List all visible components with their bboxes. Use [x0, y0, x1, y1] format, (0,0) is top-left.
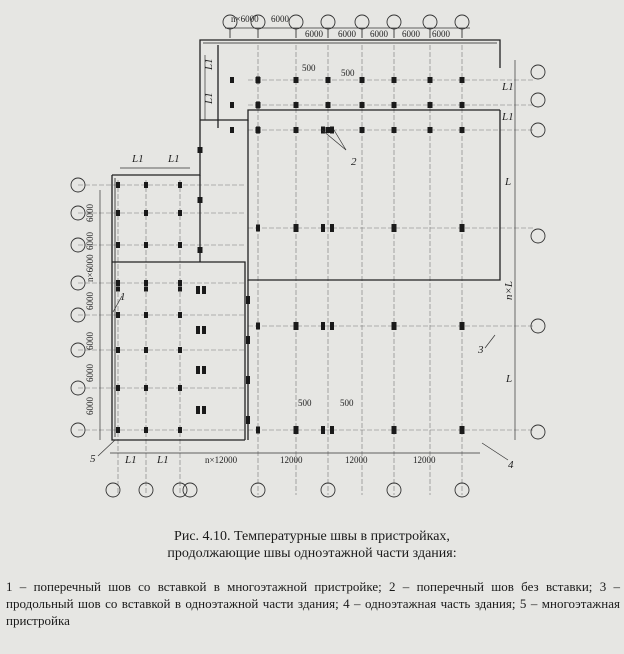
top-dim-label: 6000: [432, 29, 450, 39]
column: [246, 336, 250, 344]
callout-3: 3: [478, 344, 484, 356]
bottom-dim-label: 12000: [413, 455, 436, 465]
axis-marker-top: [355, 15, 369, 29]
column: [196, 326, 200, 334]
right-dim-label: L1: [502, 111, 514, 123]
column: [321, 224, 325, 232]
column: [392, 426, 397, 434]
left-dim-label: 6000: [85, 397, 95, 415]
column: [178, 347, 182, 353]
insert-dim-label: 500: [302, 63, 316, 73]
callout-leader: [334, 130, 346, 150]
bottom-dim-label: L1: [125, 454, 137, 466]
column: [246, 376, 250, 384]
column: [392, 322, 397, 330]
column: [428, 127, 433, 133]
column: [330, 426, 334, 434]
column: [198, 247, 203, 253]
column: [392, 77, 397, 83]
column: [196, 286, 200, 294]
callout-1: 1: [120, 291, 126, 303]
right-dim-label: n×L: [503, 280, 515, 300]
bottom-dim-label: 12000: [280, 455, 303, 465]
column: [178, 210, 182, 216]
caption-title-line-1: Рис. 4.10. Температурные швы в пристройках,: [174, 529, 450, 544]
right-dim-label: L1: [502, 81, 514, 93]
callout-leader: [482, 443, 508, 460]
axis-markers: [71, 15, 545, 497]
column: [116, 347, 120, 353]
column: [294, 322, 299, 330]
callout-2: 2: [351, 156, 357, 168]
axis-marker-top: [455, 15, 469, 29]
column: [198, 147, 203, 153]
column: [256, 225, 260, 232]
column: [294, 224, 299, 232]
top-dim-label: 6000: [338, 29, 356, 39]
column: [144, 347, 148, 353]
column: [360, 127, 365, 133]
column: [116, 280, 120, 286]
axis-marker-right: [531, 123, 545, 137]
insert-dim-label: 500: [298, 398, 312, 408]
column: [202, 326, 206, 334]
axis-marker-right: [531, 229, 545, 243]
column: [294, 127, 299, 133]
column: [116, 182, 120, 188]
column: [256, 77, 260, 84]
column: [460, 127, 465, 133]
column: [116, 427, 120, 433]
top-dim-label: n×6000: [231, 14, 259, 24]
column: [196, 406, 200, 414]
column: [330, 224, 334, 232]
axis-marker-top: [321, 15, 335, 29]
building-outline: [112, 40, 500, 440]
insert-dim-label: 500: [341, 68, 355, 78]
column: [326, 127, 331, 133]
column: [294, 426, 299, 434]
column: [246, 296, 250, 304]
column: [256, 427, 260, 434]
column: [198, 197, 203, 203]
column: [178, 427, 182, 433]
insert-dim-label: 500: [340, 398, 354, 408]
bottom-dim-label: n×12000: [205, 455, 238, 465]
axis-marker-right: [531, 319, 545, 333]
left-dim-label: n×6000: [85, 254, 95, 282]
wing-top-dim-label: L1: [168, 153, 180, 165]
column: [230, 127, 234, 133]
left-dim-label: 6000: [85, 292, 95, 310]
column: [330, 322, 334, 330]
axis-marker-top: [423, 15, 437, 29]
column: [116, 210, 120, 216]
column: [294, 102, 299, 108]
column: [144, 280, 148, 286]
column: [246, 416, 250, 424]
caption-title-line-2: продолжающие швы одноэтажной части здания:: [167, 546, 457, 561]
column: [360, 77, 365, 83]
callout-4: 4: [508, 459, 514, 471]
top-dim-label: 6000: [271, 14, 289, 24]
column: [326, 102, 331, 108]
column: [196, 366, 200, 374]
column: [330, 127, 334, 134]
right-dim-label: L: [506, 373, 513, 385]
left-dim-label: 6000: [85, 204, 95, 222]
column: [144, 312, 148, 318]
wing-top-dim-label: L1: [132, 153, 144, 165]
column: [256, 102, 260, 109]
column: [178, 385, 182, 391]
figure-legend: 1 – поперечный шов со вставкой в многоэтажной пристройке; 2 – поперечный шов без вставки; 3 – продольный шов со вставкой в одноэтажной части здания; 4 – одноэтажная часть здания; 5 – многоэтажная пристройка: [6, 579, 620, 628]
column: [144, 182, 148, 188]
column: [178, 242, 182, 248]
column: [360, 102, 365, 108]
column: [202, 406, 206, 414]
column: [321, 322, 325, 330]
bottom-dim-label: L1: [157, 454, 169, 466]
column: [460, 322, 465, 330]
dimension-lines: [98, 28, 515, 460]
column: [460, 224, 465, 232]
column: [326, 77, 331, 83]
column: [178, 287, 182, 292]
column: [392, 102, 397, 108]
left-top-dim-label: L1: [203, 92, 215, 104]
bottom-dim-label: 12000: [345, 455, 368, 465]
left-dim-label: 6000: [85, 364, 95, 382]
column: [428, 102, 433, 108]
column: [116, 242, 120, 248]
column: [392, 224, 397, 232]
column: [144, 287, 148, 292]
column: [321, 426, 325, 434]
column: [202, 286, 206, 294]
column: [256, 323, 260, 330]
wall-line: [200, 110, 500, 120]
column: [392, 127, 397, 133]
axis-marker-right: [531, 93, 545, 107]
column: [294, 77, 299, 83]
column: [202, 366, 206, 374]
column: [428, 77, 433, 83]
column: [116, 312, 120, 318]
callout-leader: [485, 335, 495, 348]
axis-marker-top: [289, 15, 303, 29]
top-dim-label: 6000: [305, 29, 323, 39]
column: [460, 102, 465, 108]
column: [230, 77, 234, 83]
axis-marker-bottom: [183, 483, 197, 497]
column: [144, 427, 148, 433]
column: [144, 385, 148, 391]
column: [256, 127, 260, 134]
left-dim-label: 6000: [85, 332, 95, 350]
column: [144, 210, 148, 216]
axis-marker-right: [531, 425, 545, 439]
callout-5: 5: [90, 453, 96, 465]
callout-leader: [98, 440, 115, 456]
column: [178, 182, 182, 188]
left-top-dim-label: L1: [203, 58, 215, 70]
figure-caption: [0, 528, 624, 562]
axis-marker-top: [387, 15, 401, 29]
column: [460, 426, 465, 434]
left-dim-label: 6000: [85, 232, 95, 250]
column: [460, 77, 465, 83]
wall-line: [112, 120, 200, 175]
column: [178, 312, 182, 318]
top-dim-label: 6000: [370, 29, 388, 39]
column: [144, 242, 148, 248]
column: [178, 280, 182, 286]
axis-marker-right: [531, 65, 545, 79]
column: [230, 102, 234, 108]
right-dim-label: L: [505, 176, 512, 188]
top-dim-label: 6000: [402, 29, 420, 39]
column: [116, 385, 120, 391]
